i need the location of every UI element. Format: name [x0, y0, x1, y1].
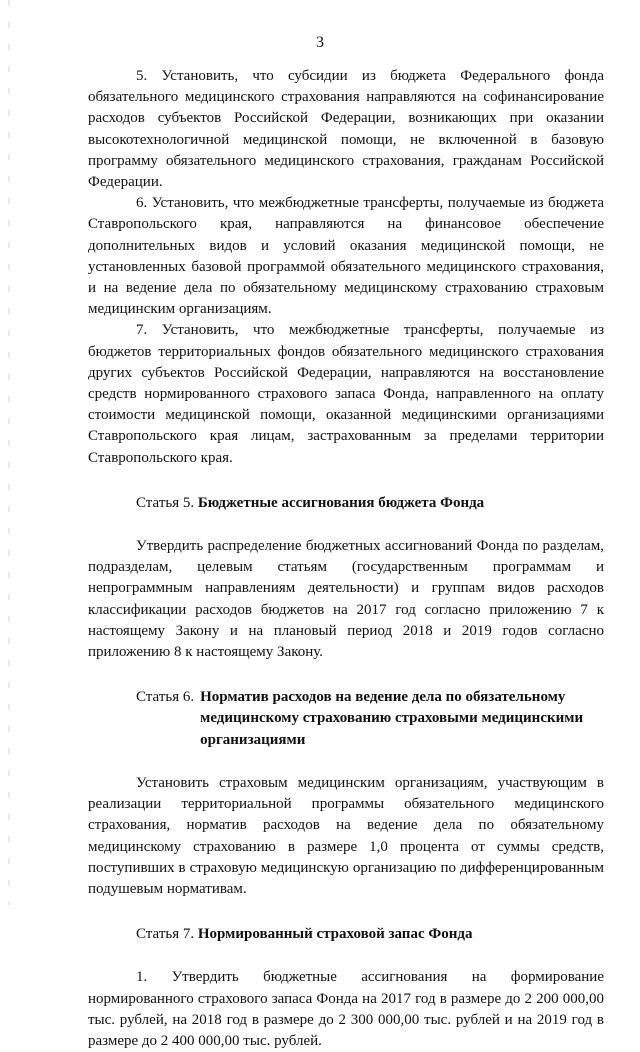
paragraph-item-7: 7. Установить, что межбюджетные трансферты, получаемые из бюджетов территориальных фондов обязательного медицинского страхования других субъектов Российской Федерации, направляются на восстановление средств нормированного страхового запаса Фонда, направленного на оплату стоимости медицинской помощи, оказанной медицинскими организациями Ставропольского края лицам, застрахованным за пределами территории Ставропольского края. — [88, 322, 604, 466]
article-6-title: Норматив расходов на ведение дела по обязательному медицинскому страхованию страховыми медицинскими организациями — [200, 689, 584, 748]
article-6-label: Статья 6. — [136, 689, 195, 706]
paragraph-item-6: 6. Установить, что межбюджетные трансферты, получаемые из бюджета Ставропольского края, направляются на финансовое обеспечение дополнительных видов и условий оказания медицинской помощи, не установленных базовой программой обязательного медицинского страхования, и на ведение дела по обязательному медицинскому страхованию страховым медицинским организациям. — [88, 195, 604, 318]
article-7-heading — [136, 924, 604, 945]
article-6-text: Установить страховым медицинским организациям, участвующим в реализации территориальной программы обязательного медицинского страхования, норматив расходов на ведение дела по обязательному медицинскому страхованию в размере 1,0 процента от суммы средств, поступивших в страховую медицинскую организацию по дифференцированным подушевым нормативам. — [88, 774, 604, 897]
article-5-text: Утвердить распределение бюджетных ассигнований Фонда по разделам, подразделам, целевым статьям (государственным программам и непрограммным направлениям деятельности) и группам видов расходов классификации расходов бюджетов на 2017 год согласно приложению 7 к настоящему Закону и на плановый период 2018 и 2019 годов согласно приложению 8 к настоящему Закону. — [88, 538, 604, 661]
article-7-text: 1. Утвердить бюджетные ассигнования на формирование нормированного страхового запаса Фонда на 2017 год в размере до 2 200 000,00 тыс. рублей, на 2018 год в размере до 2 300 000,00 тыс. рублей и на 2019 год в размере до 2 400 000,00 тыс. рублей. — [88, 969, 604, 1049]
article-6-heading — [136, 687, 604, 751]
article-5-label: Статья 5. — [136, 494, 195, 511]
article-5-heading — [136, 493, 604, 514]
article-7-label: Статья 7. — [136, 926, 195, 943]
article-7-title: Нормированный страховой запас Фонда — [197, 926, 473, 943]
document-body — [88, 66, 604, 1052]
scan-margin-marks — [8, 0, 10, 905]
page-number: 3 — [316, 34, 324, 51]
paragraph-item-5: 5. Установить, что субсидии из бюджета Федерального фонда обязательного медицинского страхования направляются на софинансирование расходов субъектов Российской Федерации, возникающих при оказании высокотехнологичной медицинской помощи, не включенной в базовую программу обязательного медицинского страхования, гражданам Российской Федерации. — [88, 68, 604, 191]
article-5-title: Бюджетные ассигнования бюджета Фонда — [197, 494, 485, 511]
